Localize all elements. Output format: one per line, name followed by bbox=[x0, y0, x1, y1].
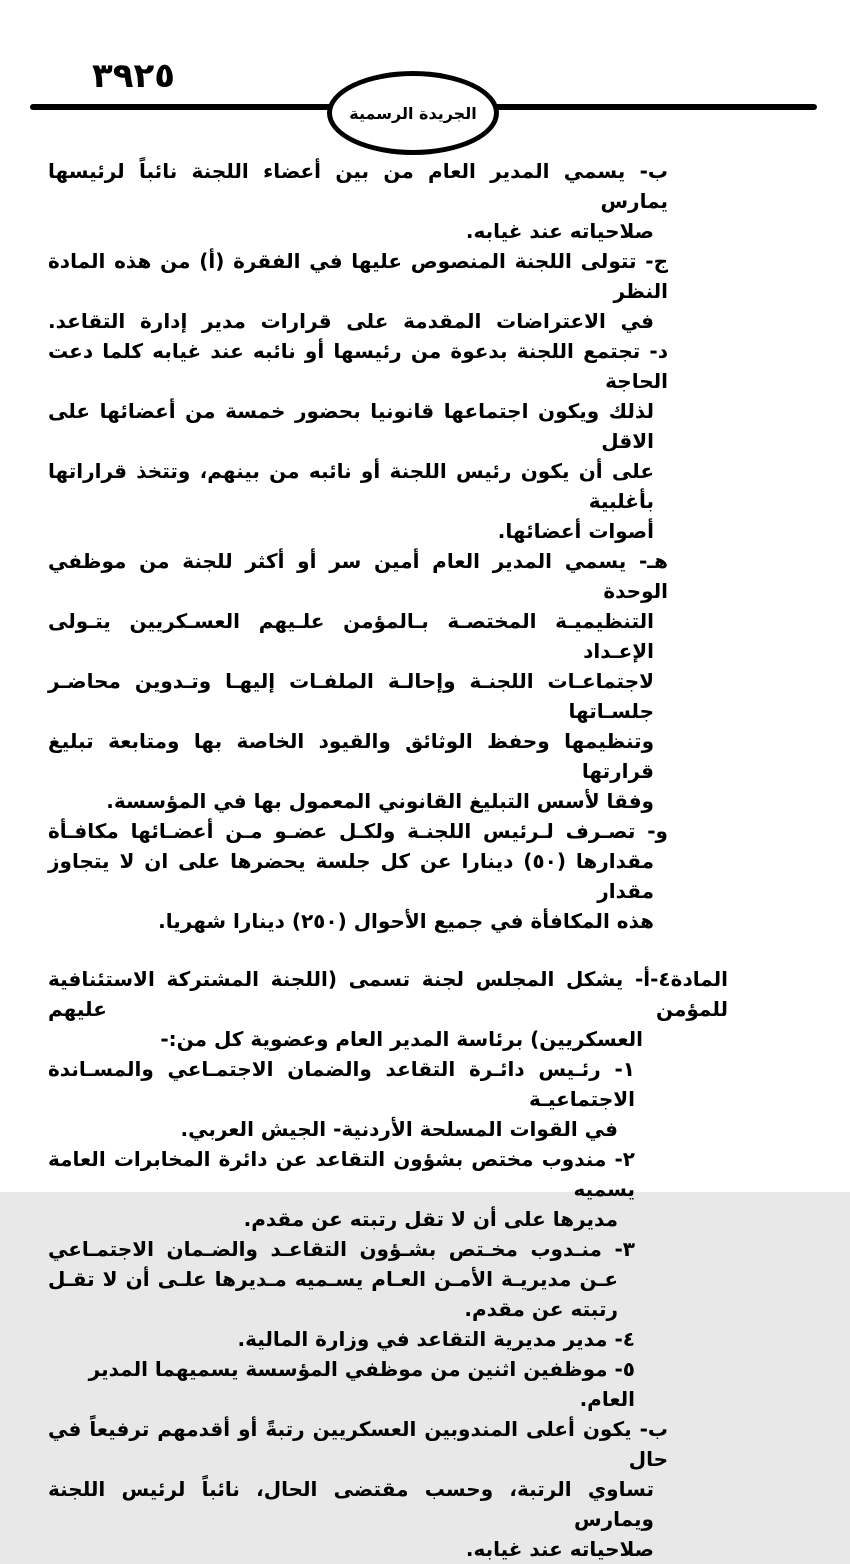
paragraph bbox=[48, 964, 728, 1054]
paragraph bbox=[48, 1144, 728, 1234]
text-line: لاجتماعـات اللجنـة وإحالـة الملفـات إليهـا وتـدوين محاضـر جلسـاتها bbox=[48, 669, 654, 723]
text-line: تساوي الرتبة، وحسب مقتضى الحال، نائباً لرئيس اللجنة ويمارس bbox=[48, 1477, 654, 1531]
text-line: ١- رئـيس دائـرة التقاعد والضمان الاجتمـاعي والمسـاندة الاجتماعيـة bbox=[48, 1057, 635, 1111]
text-line: مقدارها (٥٠) دينارا عن كل جلسة يحضرها على ان لا يتجاوز مقدار bbox=[48, 849, 654, 903]
text-line: لذلك ويكون اجتماعها قانونيا بحضور خمسة من أعضائها على الاقل bbox=[48, 399, 654, 453]
text-line: ٥- موظفين اثنين من موظفي المؤسسة يسميهما المدير العام. bbox=[88, 1357, 635, 1411]
text-line: العسكريين) برئاسة المدير العام وعضوية كل من:- bbox=[160, 1027, 643, 1051]
text-line: و- تصـرف لـرئيس اللجنـة ولكـل عضـو مـن أعضـائها مكافـأة bbox=[48, 819, 668, 843]
text-line: المادة٤-أ- يشكل المجلس لجنة تسمى (اللجنة المشتركة الاستئنافية للمؤمن عليهم bbox=[48, 967, 728, 1021]
text-line: رتبته عن مقدم. bbox=[464, 1297, 618, 1321]
text-line: د- تجتمع اللجنة بدعوة من رئيسها أو نائبه عند غيابه كلما دعت الحاجة bbox=[48, 339, 668, 393]
text-line: مديرها على أن لا تقل رتبته عن مقدم. bbox=[243, 1207, 618, 1231]
paragraph bbox=[48, 1324, 728, 1354]
paragraph bbox=[48, 156, 728, 246]
text-line: ج- تتولى اللجنة المنصوص عليها في الفقرة (أ) من هذه المادة النظر bbox=[48, 249, 668, 303]
page-number: ٣٩٢٥ bbox=[92, 56, 176, 96]
paragraph bbox=[48, 546, 728, 816]
text-line: ٤- مدير مديرية التقاعد في وزارة المالية. bbox=[237, 1327, 635, 1351]
paragraph bbox=[48, 336, 728, 546]
text-line: هـ- يسمي المدير العام أمين سر أو أكثر للجنة من موظفي الوحدة bbox=[48, 549, 668, 603]
text-line: ٣- منـدوب مخـتص بشـؤون التقاعـد والضـمان الاجتمـاعي bbox=[48, 1237, 635, 1261]
text-line: على أن يكون رئيس اللجنة أو نائبه من بينهم، وتتخذ قراراتها بأغلبية bbox=[48, 459, 654, 513]
text-line: صلاحياته عند غيابه. bbox=[465, 219, 654, 243]
text-line: ب- يكون أعلى المندوبين العسكريين رتبةً أو أقدمهم ترفيعاً في حال bbox=[48, 1417, 668, 1471]
text-line: وتنظيمها وحفظ الوثائق والقيود الخاصة بها ومتابعة تبليغ قرارتها bbox=[48, 729, 654, 783]
text-line: هذه المكافأة في جميع الأحوال (٢٥٠) دينارا شهريا. bbox=[158, 909, 654, 933]
text-line: أصوات أعضائها. bbox=[497, 519, 654, 543]
text-line: التنظيميـة المختصـة بـالمؤمن علـيهم العسـكريين يتـولى الإعـداد bbox=[48, 609, 654, 663]
article-text-block bbox=[48, 156, 728, 1564]
paragraph bbox=[48, 246, 728, 336]
text-line: في القوات المسلحة الأردنية- الجيش العربي. bbox=[180, 1117, 618, 1141]
text-line: وفقا لأسس التبليغ القانوني المعمول بها في المؤسسة. bbox=[106, 789, 654, 813]
gazette-title: الجريدة الرسمية bbox=[349, 103, 477, 123]
paragraph bbox=[48, 1414, 728, 1564]
text-line: عـن مديريـة الأمـن العـام يسـميه مـديرها علـى أن لا تقـل bbox=[48, 1267, 618, 1291]
paragraph bbox=[48, 816, 728, 936]
paragraph bbox=[48, 1054, 728, 1144]
text-line: ٢- مندوب مختص بشؤون التقاعد عن دائرة المخابرات العامة يسميه bbox=[48, 1147, 635, 1201]
gazette-title-oval bbox=[327, 71, 499, 155]
text-line: ب- يسمي المدير العام من بين أعضاء اللجنة نائباً لرئيسها يمارس bbox=[48, 159, 668, 213]
paragraph bbox=[48, 1354, 728, 1414]
text-line: في الاعتراضات المقدمة على قرارات مدير إدارة التقاعد. bbox=[48, 309, 654, 333]
text-line: صلاحياته عند غيابه. bbox=[465, 1537, 654, 1561]
paragraph bbox=[48, 1234, 728, 1324]
